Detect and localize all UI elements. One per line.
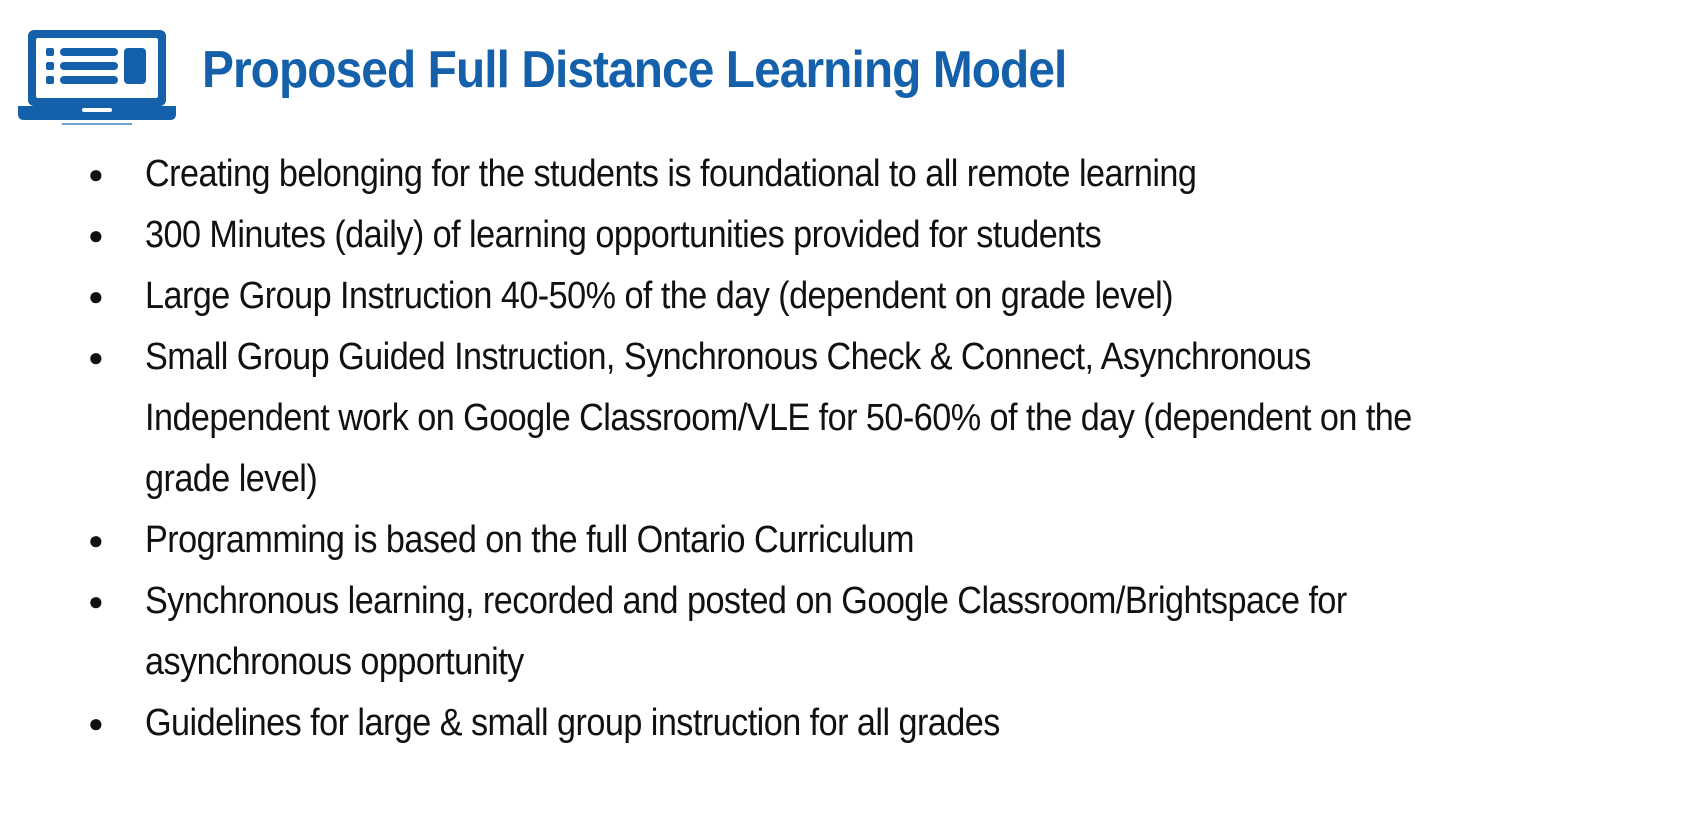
laptop-list-icon: [18, 28, 176, 126]
bullet-icon: ●: [88, 525, 104, 555]
list-item: [88, 144, 1608, 205]
list-item-text: Creating belonging for the students is foundational to all remote learning: [145, 153, 1197, 195]
bullet-icon: ●: [88, 708, 104, 738]
bullet-icon: ●: [88, 586, 104, 616]
list-item: [88, 693, 1608, 754]
list-item: [88, 205, 1608, 266]
bullet-icon: ●: [88, 281, 104, 311]
list-item-text: Small Group Guided Instruction, Synchronous Check & Connect, Asynchronous Independent work on Google Classroom/VLE for 50-60% of the day (dependent on the grade level): [145, 336, 1412, 500]
bullet-icon: ●: [88, 159, 104, 189]
list-item-text: Large Group Instruction 40-50% of the day (dependent on grade level): [145, 275, 1173, 317]
list-item-text: Programming is based on the full Ontario Curriculum: [145, 519, 914, 561]
list-item: [88, 327, 1608, 510]
list-item: [88, 571, 1608, 693]
bullet-icon: ●: [88, 220, 104, 250]
list-item-text: Synchronous learning, recorded and posted on Google Classroom/Brightspace for asynchronous opportunity: [145, 580, 1347, 683]
list-item: [88, 266, 1608, 327]
bullet-list: [88, 144, 1608, 754]
list-item-text: 300 Minutes (daily) of learning opportunities provided for students: [145, 214, 1102, 256]
bullet-icon: ●: [88, 342, 104, 372]
list-item-text: Guidelines for large & small group instruction for all grades: [145, 702, 1000, 744]
page-title: Proposed Full Distance Learning Model: [202, 41, 1067, 99]
list-item: [88, 510, 1608, 571]
